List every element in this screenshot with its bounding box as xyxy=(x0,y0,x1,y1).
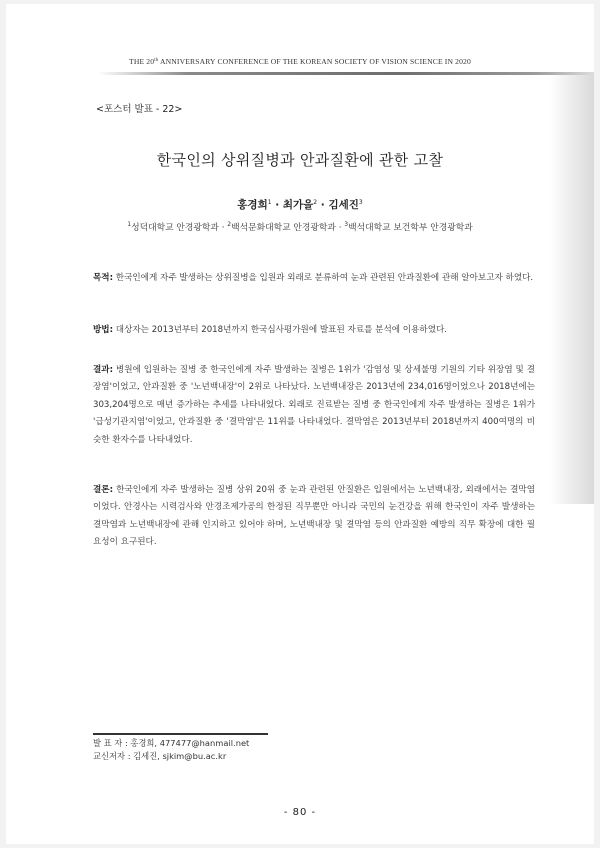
section-text: 한국인에게 자주 발생하는 질병 상위 20위 중 눈과 관련된 안질환은 입원에서는 노년백내장, 외래에서는 결막염이었다. 안경사는 시력검사와 안경조제가공의 한정된 직무뿐만 아니라 국민의 눈건강을 위해 한국인이 자주 발생하는 결막염과 노년백내장에 관해 인지하고 있어야 하며, 노년백내장 및 결막염 등의 안과질환 예방의 직무 확장에 대한 필요성이 요구된다. xyxy=(93,485,535,548)
section-label: 결과: xyxy=(93,365,114,375)
page-edge-shadow xyxy=(550,74,594,504)
conclusion-section xyxy=(93,482,535,552)
section-label: 방법: xyxy=(93,325,114,335)
corresponding-author-footnote: 교신저자 : 김세진, sjkim@bu.ac.kr xyxy=(93,751,227,761)
page-number: - 80 - xyxy=(283,807,317,818)
affiliation-list: $^1$성덕대학교 안경광학과 · $^2$백석문화대학교 안경광학과 · $^3$백석대학교 보건학부 안경광학과 xyxy=(127,221,473,233)
paper-title: 한국인의 상위질병과 안과질환에 관한 고찰 xyxy=(156,151,444,169)
section-text: 한국인에게 자주 발생하는 상위질병을 입원과 외래로 분류하여 눈과 관련된 안과질환에 관해 알아보고자 하였다. xyxy=(113,273,534,283)
author-name: 홍경희 xyxy=(237,199,268,211)
purpose-section xyxy=(93,270,535,287)
section-label: 결론: xyxy=(93,485,114,495)
section-text: 대상자는 2013년부터 2018년까지 한국심사평가원에 발표된 자료를 분석에 이용하였다. xyxy=(113,325,448,335)
affiliation: 백석문화대학교 안경광학과 xyxy=(231,223,336,233)
result-section xyxy=(93,362,535,449)
affiliation: 백석대학교 보건학부 안경광학과 xyxy=(348,223,473,233)
paper-page xyxy=(6,4,594,844)
header-rule xyxy=(98,72,594,75)
conference-header: THE 20th ANNIVERSARY CONFERENCE OF THE KOREAN SOCIETY OF VISION SCIENCE IN 2020 xyxy=(129,57,471,66)
section-text: 병원에 입원하는 질병 중 한국인에게 자주 발생하는 질병은 1위가 '감염성 및 상세불명 기원의 기타 위장염 및 결장염'이었고, 안과질환 중 '노년백내장'이 2위로 나타났다. 노년백내장은 2013년에 234,016명이었으나 2018년에는 303,204명으로 매년 증가하는 추세를 나타내었다. 외래로 진료받는 질병 중 한국인에게 자주 발생하는 질병은 1위가 '급성기관지염'이었고, 안과질환 중 '결막염'은 11위를 나타내었다. 결막염은 2013년부터 2018년까지 400여명의 비슷한 환자수를 나타내었다. xyxy=(93,365,535,445)
author-name: 최가을 xyxy=(282,199,314,211)
author-list: 홍경희$^1$ · 최가을$^2$ · 김세진$^3$ xyxy=(237,199,363,211)
poster-label: <포스터 발표 - 22> xyxy=(96,104,183,115)
method-section xyxy=(93,322,535,339)
author-name: 김세진 xyxy=(328,199,359,211)
affiliation: 성덕대학교 안경광학과 xyxy=(131,223,219,233)
presenter-footnote: 발 표 자 : 홍경희, 477477@hanmail.net xyxy=(93,738,250,748)
footnote-rule xyxy=(93,733,268,735)
section-label: 목적: xyxy=(93,273,114,283)
